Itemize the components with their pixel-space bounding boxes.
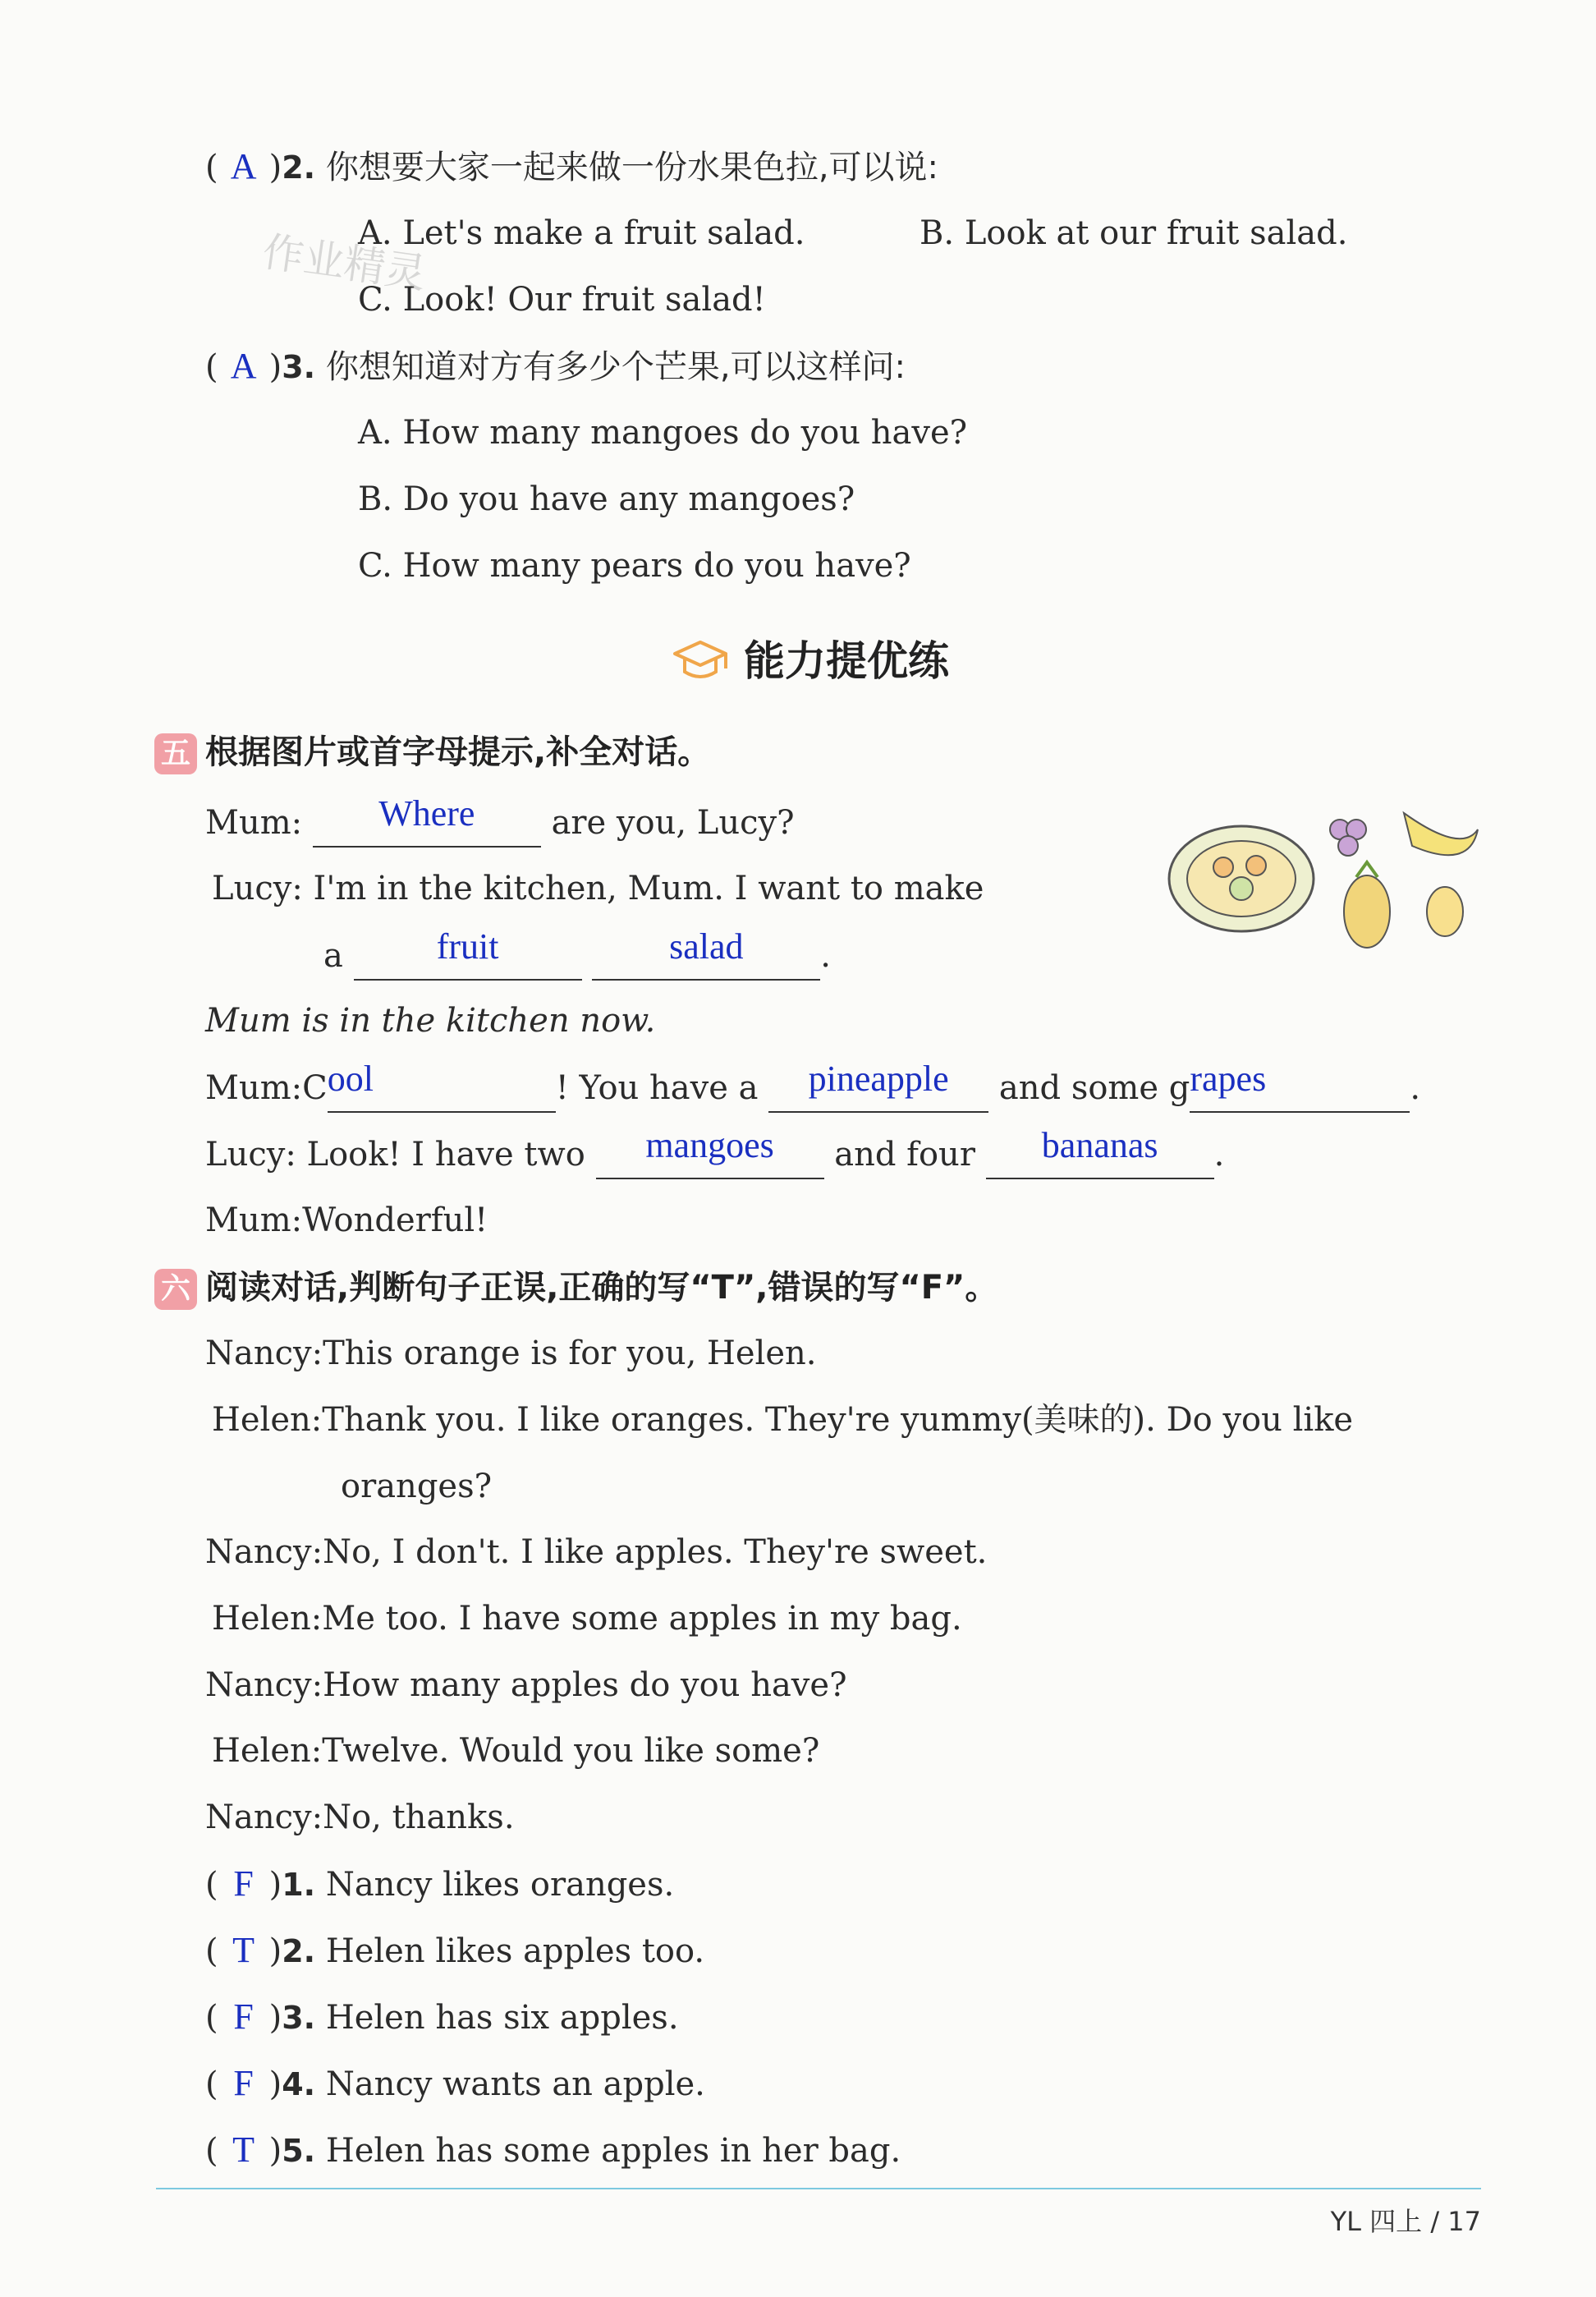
q3-option-b: B. Do you have any mangoes? [358, 480, 855, 518]
sec6-badge: 六 [154, 1269, 197, 1310]
q2-option-c: C. Look! Our fruit salad! [358, 281, 766, 319]
q3-option-c: C. How many pears do you have? [358, 547, 911, 585]
q3-option-a: A. How many mangoes do you have? [358, 414, 968, 452]
dialog-line: oranges? [341, 1468, 493, 1505]
page-footer: YL 四上 / 17 [1330, 2206, 1481, 2237]
sec5-badge: 五 [154, 733, 197, 774]
sec6-heading: 六 阅读对话,判断句子正误,正确的写“T”,错误的写“F”。 [154, 1265, 998, 1311]
q2-option-a: A. Let's make a fruit salad. [358, 214, 805, 252]
q2-option-b: B. Look at our fruit salad. [920, 214, 1348, 252]
tf-answer: F [233, 1996, 254, 2037]
dialog-line: Helen:Twelve. Would you like some? [212, 1732, 820, 1770]
sec5-line2: Lucy: I'm in the kitchen, Mum. I want to make [212, 870, 984, 907]
sec5-line3: a fruit salad . [323, 932, 831, 981]
sec5-line4: Mum:Cool ! You have a pineapple and some grapes . [205, 1064, 1420, 1113]
dialog-line: Nancy:This orange is for you, Helen. [205, 1335, 817, 1372]
dialog-line: Helen:Thank you. I like oranges. They're yummy(美味的). Do you like [212, 1401, 1354, 1439]
tf-item: ( F )1. Nancy likes oranges. [205, 1861, 674, 1908]
dialog-line: Nancy:No, thanks. [205, 1799, 515, 1836]
blank-cool: ool [327, 1059, 374, 1099]
tf-item: ( F )3. Helen has six apples. [205, 1994, 679, 2041]
q2-line: ( A )2. 你想要大家一起来做一份水果色拉,可以说: [205, 144, 938, 191]
q3-answer: A [230, 346, 257, 386]
blank-mangoes: mangoes [645, 1125, 774, 1165]
footer-divider [156, 2188, 1481, 2189]
tf-answer: T [232, 1930, 255, 1970]
sec5-narration: Mum is in the kitchen now. [205, 1002, 656, 1040]
q2-text: 你想要大家一起来做一份水果色拉,可以说: [325, 149, 939, 186]
tf-answer: F [233, 2063, 254, 2103]
tf-answer: F [233, 1863, 254, 1904]
dialog-line: Nancy:How many apples do you have? [205, 1666, 847, 1704]
sec5-line5: Lucy: Look! I have two mangoes and four bananas . [205, 1131, 1224, 1179]
blank-bananas: bananas [1041, 1125, 1158, 1165]
blank-grapes: rapes [1190, 1059, 1267, 1099]
sec5-line6: Mum:Wonderful! [205, 1201, 488, 1239]
section-title: 能力提优练 [744, 637, 949, 685]
tf-item: ( F )4. Nancy wants an apple. [205, 2060, 705, 2107]
fruit-salad-illustration [1166, 797, 1494, 961]
graduation-cap-icon [672, 636, 729, 688]
dialog-line: Nancy:No, I don't. I like apples. They're sweet. [205, 1533, 988, 1571]
tf-item: ( T )5. Helen has some apples in her bag. [205, 2127, 901, 2174]
q3-text: 你想知道对方有多少个芒果,可以这样问: [325, 348, 906, 386]
q3-line: ( A )3. 你想知道对方有多少个芒果,可以这样问: [205, 343, 906, 390]
sec5-line1: Mum: Where are you, Lucy? [205, 799, 795, 848]
watermark: 作业精灵 [259, 227, 429, 298]
tf-answer: T [232, 2129, 255, 2170]
blank-pineapple: pineapple [808, 1059, 949, 1099]
blank-salad: salad [669, 926, 744, 967]
blank-fruit: fruit [436, 926, 499, 967]
tf-item: ( T )2. Helen likes apples too. [205, 1927, 704, 1974]
q2-answer: A [230, 146, 257, 186]
blank-where: Where [378, 793, 475, 834]
dialog-line: Helen:Me too. I have some apples in my bag. [212, 1600, 962, 1638]
sec5-heading: 五 根据图片或首字母提示,补全对话。 [154, 729, 710, 775]
